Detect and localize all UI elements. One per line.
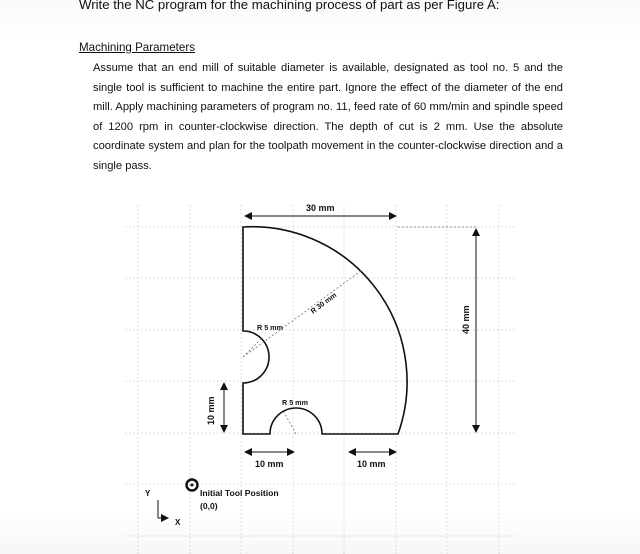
dim-radius-side: R 5 mm — [257, 323, 283, 332]
origin-label: (0,0) — [200, 501, 218, 511]
dim-bottom-left: 10 mm — [255, 459, 284, 469]
initial-tool-position-dot — [191, 484, 194, 487]
initial-tool-position-label: Initial Tool Position — [200, 488, 279, 498]
question-title: Write the NC program for the machining process of part as per Figure A: — [79, 0, 500, 12]
dim-left-height: 10 mm — [206, 396, 216, 425]
axis-y-label: Y — [145, 489, 151, 498]
dim-radius-bottom: R 5 mm — [282, 398, 308, 407]
dim-bottom-right: 10 mm — [357, 459, 386, 469]
parameters-paragraph: Assume that an end mill of suitable diameter is available, designated as tool no. 5 and the single tool is sufficient to machine the entire part. Ignore the effect of the diameter of the end mill. Apply machining parameters of program no. 11, feed rate of 60 mm/min and spindle speed of 1200 rpm in counter-clockwise direction. The depth of cut is 2 mm. Use the absolute coordinate system and plan for the toolpath movement in the counter-clockwise direction and a single pass. — [93, 62, 563, 172]
dimension-arrows — [158, 216, 476, 518]
dim-top-width: 30 mm — [306, 203, 335, 213]
axis-x-label: X — [175, 518, 181, 527]
dim-radius-large: R 30 mm — [308, 290, 339, 316]
dim-height-label: 40 mm — [461, 305, 471, 334]
figure-grid — [125, 205, 515, 554]
section-heading: Machining Parameters — [79, 41, 195, 54]
